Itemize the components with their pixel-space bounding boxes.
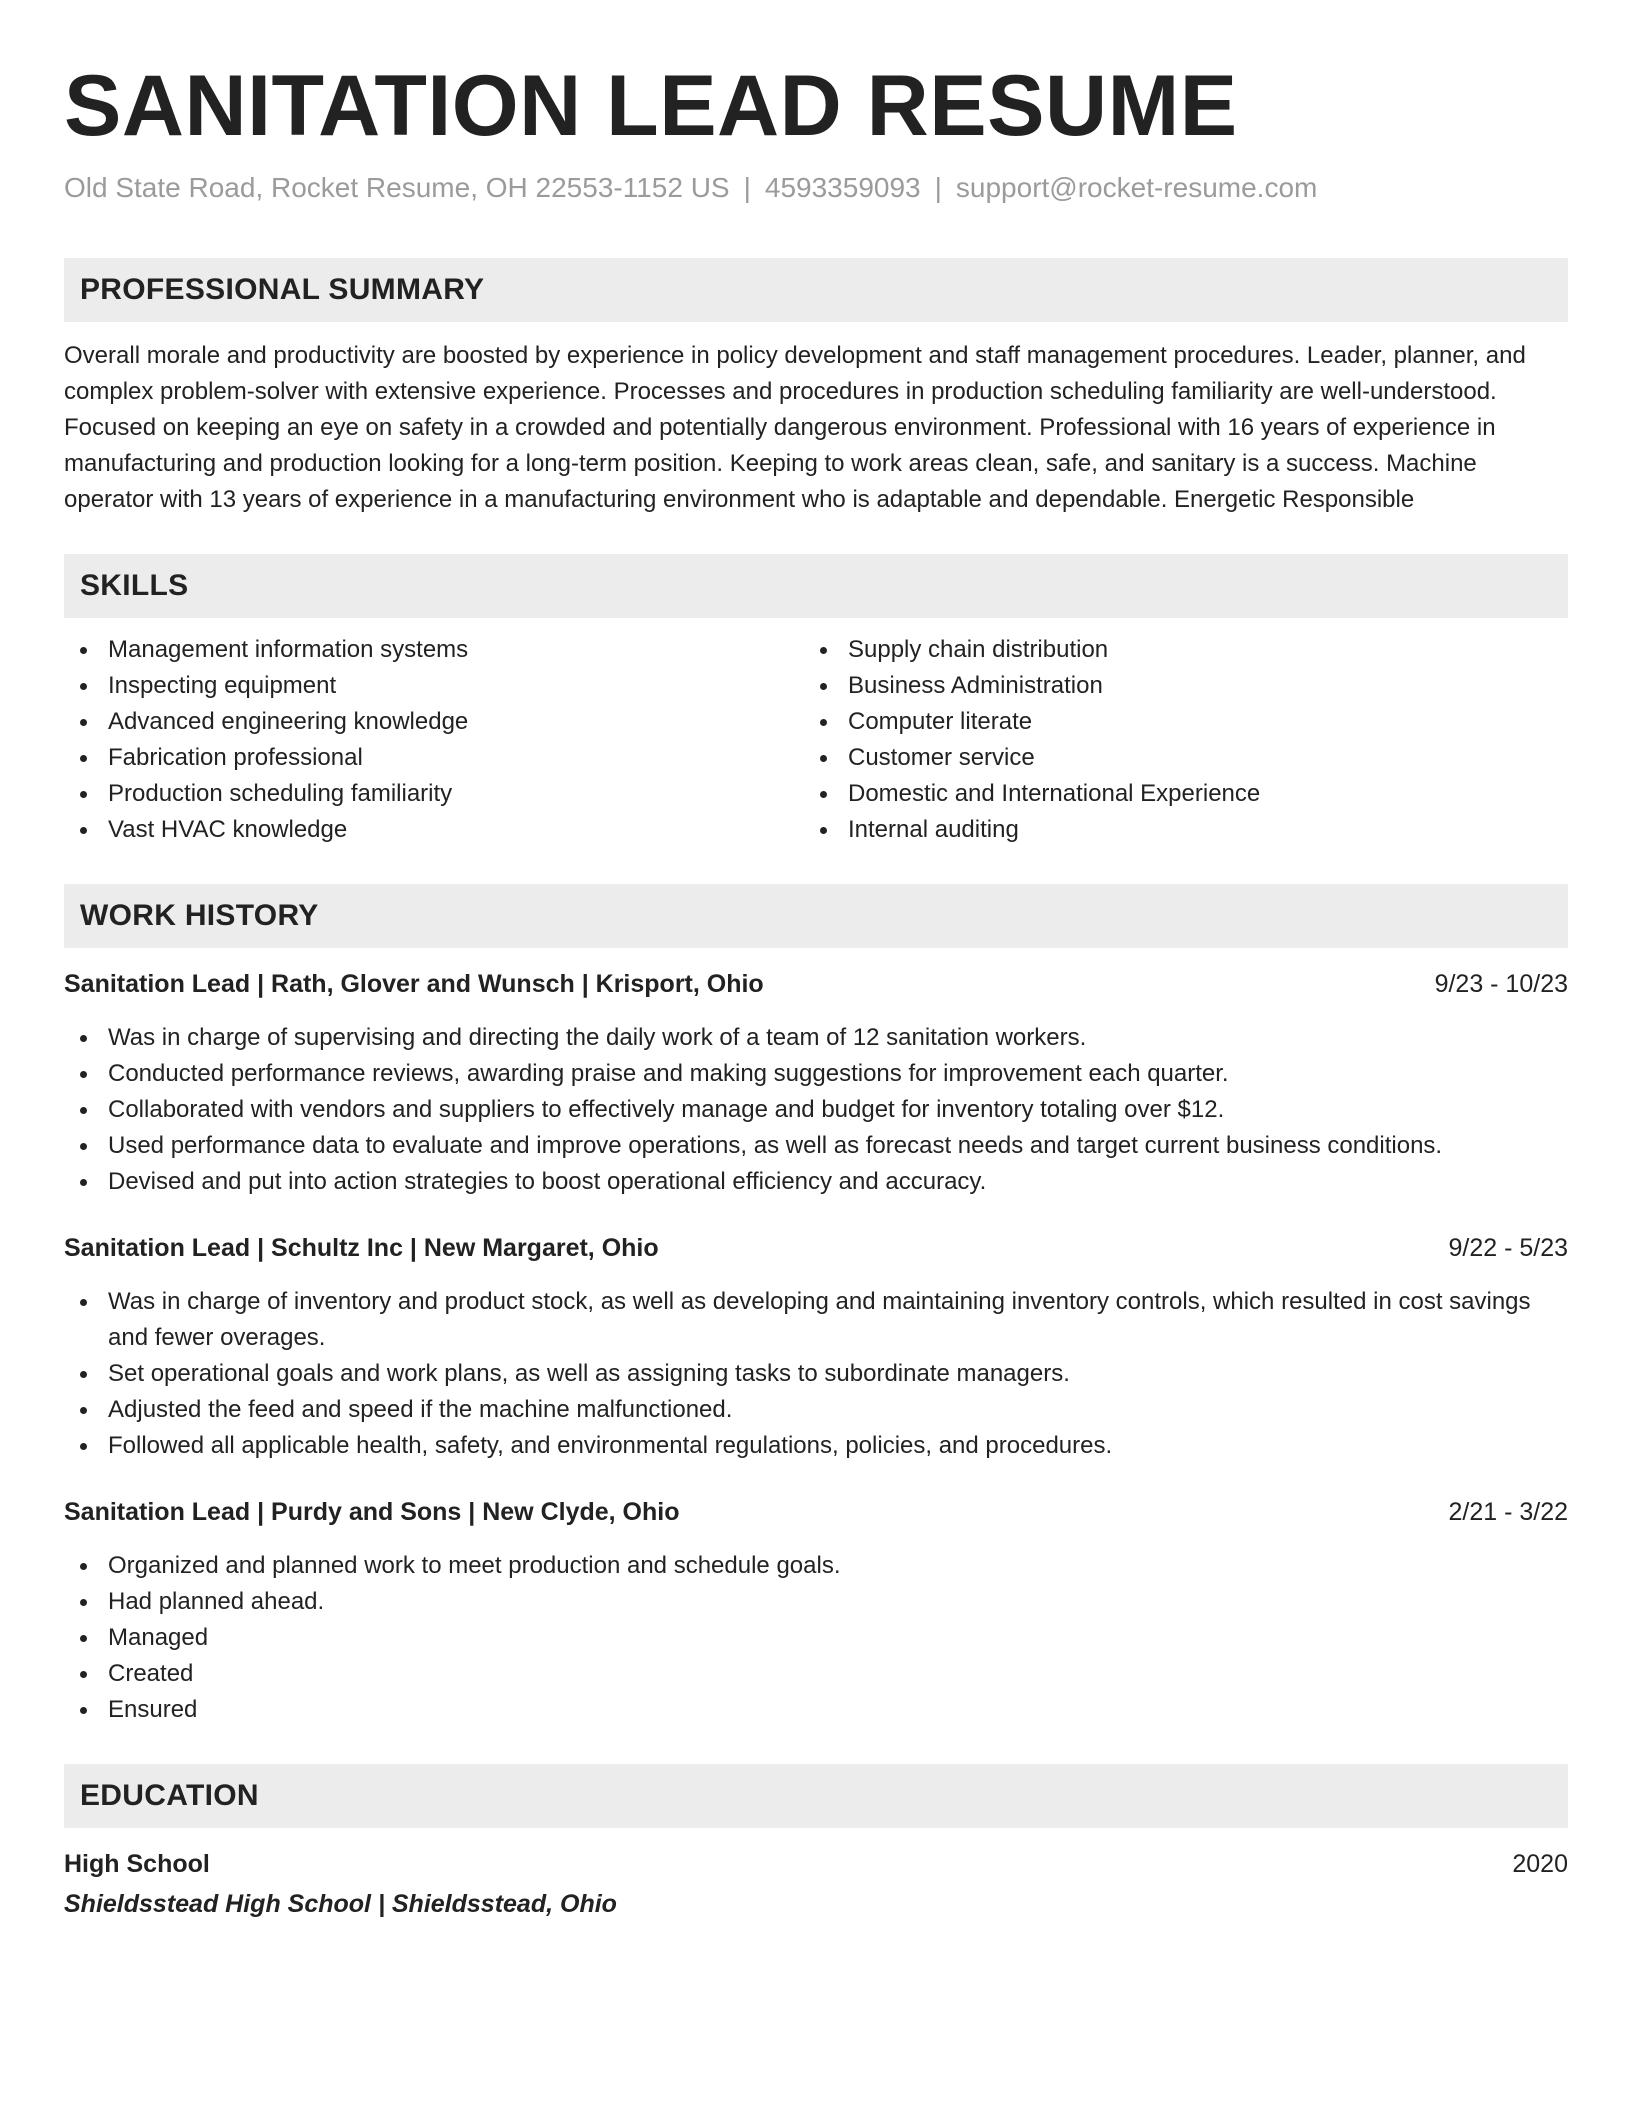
education-header xyxy=(64,1846,1568,1882)
education-school: Shieldsstead High School | Shieldsstead, Ohio xyxy=(64,1890,617,1918)
job-bullet: Adjusted the feed and speed if the machine malfunctioned. xyxy=(64,1392,1568,1428)
skill-item: Advanced engineering knowledge xyxy=(64,704,804,740)
job-entry xyxy=(64,1230,1568,1464)
job-entry xyxy=(64,966,1568,1200)
job-bullet: Conducted performance reviews, awarding praise and making suggestions for improvement each quarter. xyxy=(64,1056,1568,1092)
job-header xyxy=(64,1230,1568,1266)
education-degree: High School xyxy=(64,1850,210,1878)
education-entry xyxy=(64,1846,1568,1922)
job-bullet: Ensured xyxy=(64,1692,1568,1728)
job-bullet: Managed xyxy=(64,1620,1568,1656)
job-bullet: Was in charge of inventory and product stock, as well as developing and maintaining inventory controls, which resulted in cost savings and fewer overages. xyxy=(64,1284,1568,1356)
job-dates: 2/21 - 3/22 xyxy=(1448,1498,1568,1526)
summary-text: Overall morale and productivity are boosted by experience in policy development and staff management procedures. Leader, planner, and complex problem-solver with extensive experience. Processes and procedures in production scheduling familiarity are well-understood. Focused on keeping an eye on safety in a crowded and potentially dangerous environment. Professional with 16 years of experience in manufacturing and production looking for a long-term position. Keeping to work areas clean, safe, and sanitary is a success. Machine operator with 13 years of experience in a manufacturing environment who is adaptable and dependable. Energetic Responsible xyxy=(64,342,1526,513)
job-bullet: Created xyxy=(64,1656,1568,1692)
job-title: Sanitation Lead | Schultz Inc | New Margaret, Ohio xyxy=(64,1234,659,1262)
contact-separator: | xyxy=(934,172,942,203)
contact-separator: | xyxy=(743,172,751,203)
skills-list xyxy=(64,632,1568,848)
skill-item: Computer literate xyxy=(804,704,1544,740)
job-bullet: Set operational goals and work plans, as well as assigning tasks to subordinate managers. xyxy=(64,1356,1568,1392)
skill-item: Management information systems xyxy=(64,632,804,668)
section-header-skills: SKILLS xyxy=(64,554,1568,618)
job-bullets xyxy=(64,1020,1568,1200)
skill-item: Vast HVAC knowledge xyxy=(64,812,804,848)
job-bullet: Had planned ahead. xyxy=(64,1584,1568,1620)
job-bullet: Followed all applicable health, safety, and environmental regulations, policies, and procedures. xyxy=(64,1428,1568,1464)
job-bullets xyxy=(64,1284,1568,1464)
skills-column-left xyxy=(64,632,804,848)
skill-item: Domestic and International Experience xyxy=(804,776,1544,812)
skill-item: Inspecting equipment xyxy=(64,668,804,704)
skill-item: Fabrication professional xyxy=(64,740,804,776)
contact-line xyxy=(64,168,1568,208)
skill-item: Production scheduling familiarity xyxy=(64,776,804,812)
job-entry xyxy=(64,1494,1568,1728)
job-bullet: Collaborated with vendors and suppliers to effectively manage and budget for inventory totaling over $12. xyxy=(64,1092,1568,1128)
job-bullet: Was in charge of supervising and directing the daily work of a team of 12 sanitation workers. xyxy=(64,1020,1568,1056)
skill-item: Business Administration xyxy=(804,668,1544,704)
contact-address: Old State Road, Rocket Resume, OH 22553-1152 US xyxy=(64,172,730,203)
job-title: Sanitation Lead | Rath, Glover and Wunsch | Krisport, Ohio xyxy=(64,970,764,998)
resume-title: SANITATION LEAD RESUME xyxy=(64,58,1238,154)
section-header-education: EDUCATION xyxy=(64,1764,1568,1828)
job-header xyxy=(64,1494,1568,1530)
education-year: 2020 xyxy=(1512,1850,1568,1878)
job-bullets xyxy=(64,1548,1568,1728)
skills-column-right xyxy=(804,632,1544,848)
contact-email[interactable]: support@rocket-resume.com xyxy=(955,172,1318,203)
job-dates: 9/23 - 10/23 xyxy=(1434,970,1568,998)
job-bullet: Used performance data to evaluate and improve operations, as well as forecast needs and target current business conditions. xyxy=(64,1128,1568,1164)
section-header-summary: PROFESSIONAL SUMMARY xyxy=(64,258,1568,322)
job-title: Sanitation Lead | Purdy and Sons | New Clyde, Ohio xyxy=(64,1498,680,1526)
job-dates: 9/22 - 5/23 xyxy=(1448,1234,1568,1262)
job-bullet: Devised and put into action strategies to boost operational efficiency and accuracy. xyxy=(64,1164,1568,1200)
job-bullet: Organized and planned work to meet production and schedule goals. xyxy=(64,1548,1568,1584)
section-header-work-history: WORK HISTORY xyxy=(64,884,1568,948)
contact-phone: 4593359093 xyxy=(764,172,921,203)
skill-item: Internal auditing xyxy=(804,812,1544,848)
skill-item: Supply chain distribution xyxy=(804,632,1544,668)
skill-item: Customer service xyxy=(804,740,1544,776)
job-header xyxy=(64,966,1568,1002)
